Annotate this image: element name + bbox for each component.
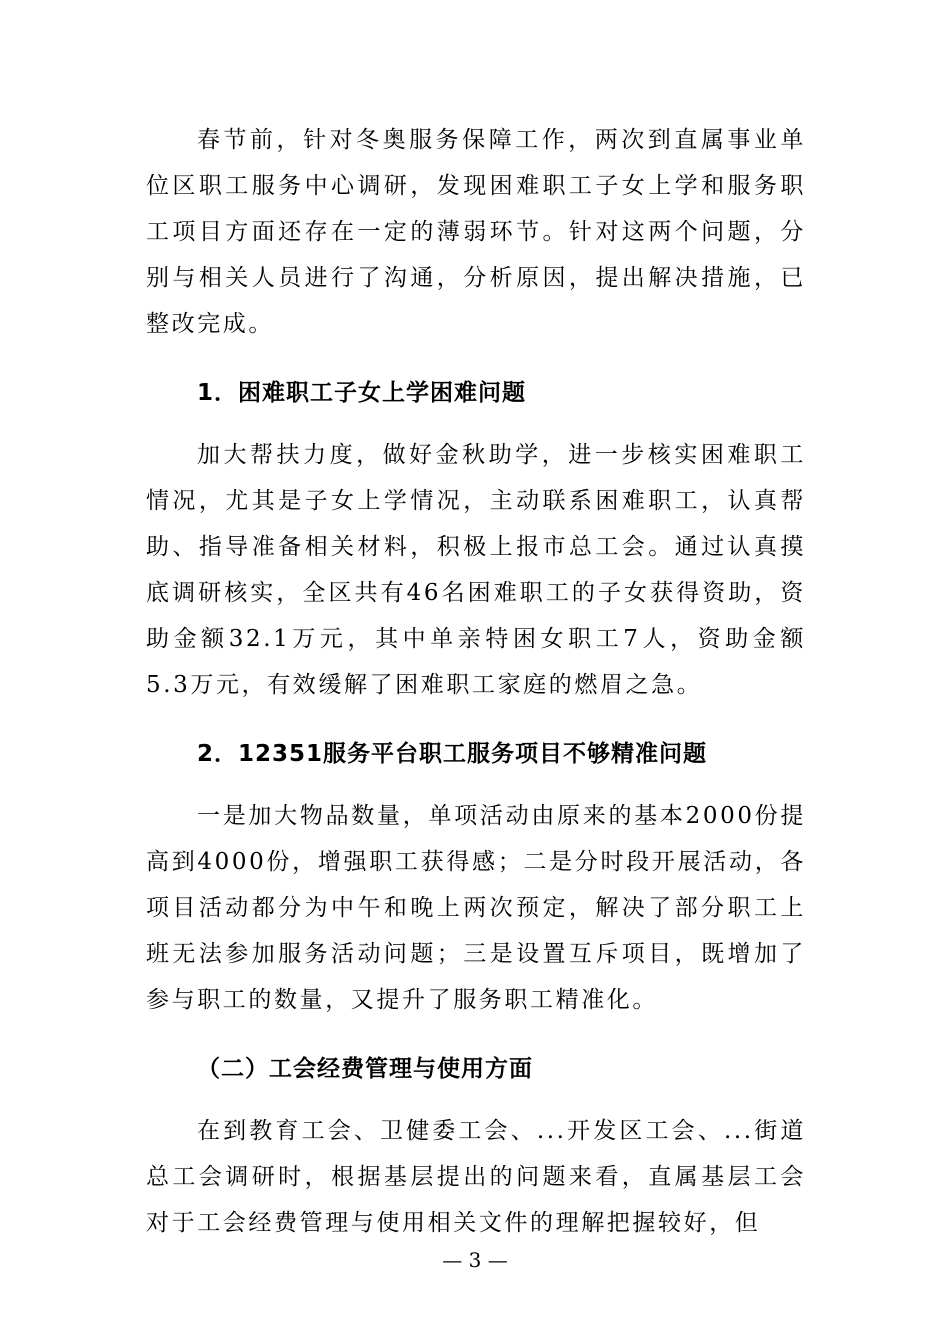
part-2-paragraph: 在到教育工会、卫健委工会、...开发区工会、...街道总工会调研时，根据基层提出的问题来看，直属基层工会对于工会经费管理与使用相关文件的理解把握较好，但 [146, 1118, 806, 1236]
section-2-heading: 2．12351服务平台职工服务项目不够精准问题 [197, 741, 708, 767]
section-2-paragraph: 一是加大物品数量，单项活动由原来的基本2000份提高到4000份，增强职工获得感；二是分时段开展活动，各项目活动都分为中午和晚上两次预定，解决了部分职工上班无法参加服务活动问题；三是设置互斥项目，既增加了参与职工的数量，又提升了服务职工精准化。 [146, 803, 806, 1013]
page-number: — 3 — [442, 1248, 508, 1272]
document-body [146, 117, 806, 1246]
intro-paragraph: 春节前，针对冬奥服务保障工作，两次到直属事业单位区职工服务中心调研，发现困难职工子女上学和服务职工项目方面还存在一定的薄弱环节。针对这两个问题，分别与相关人员进行了沟通，分析原因，提出解决措施，已整改完成。 [146, 127, 806, 337]
part-2-heading: （二）工会经费管理与使用方面 [197, 1056, 533, 1082]
section-1-paragraph: 加大帮扶力度，做好金秋助学，进一步核实困难职工情况，尤其是子女上学情况，主动联系困难职工，认真帮助、指导准备相关材料，积极上报市总工会。通过认真摸底调研核实，全区共有46名困难职工的子女获得资助，资助金额32.1万元，其中单亲特困女职工7人，资助金额5.3万元，有效缓解了困难职工家庭的燃眉之急。 [146, 442, 806, 698]
section-1-heading: 1．困难职工子女上学困难问题 [197, 380, 527, 406]
